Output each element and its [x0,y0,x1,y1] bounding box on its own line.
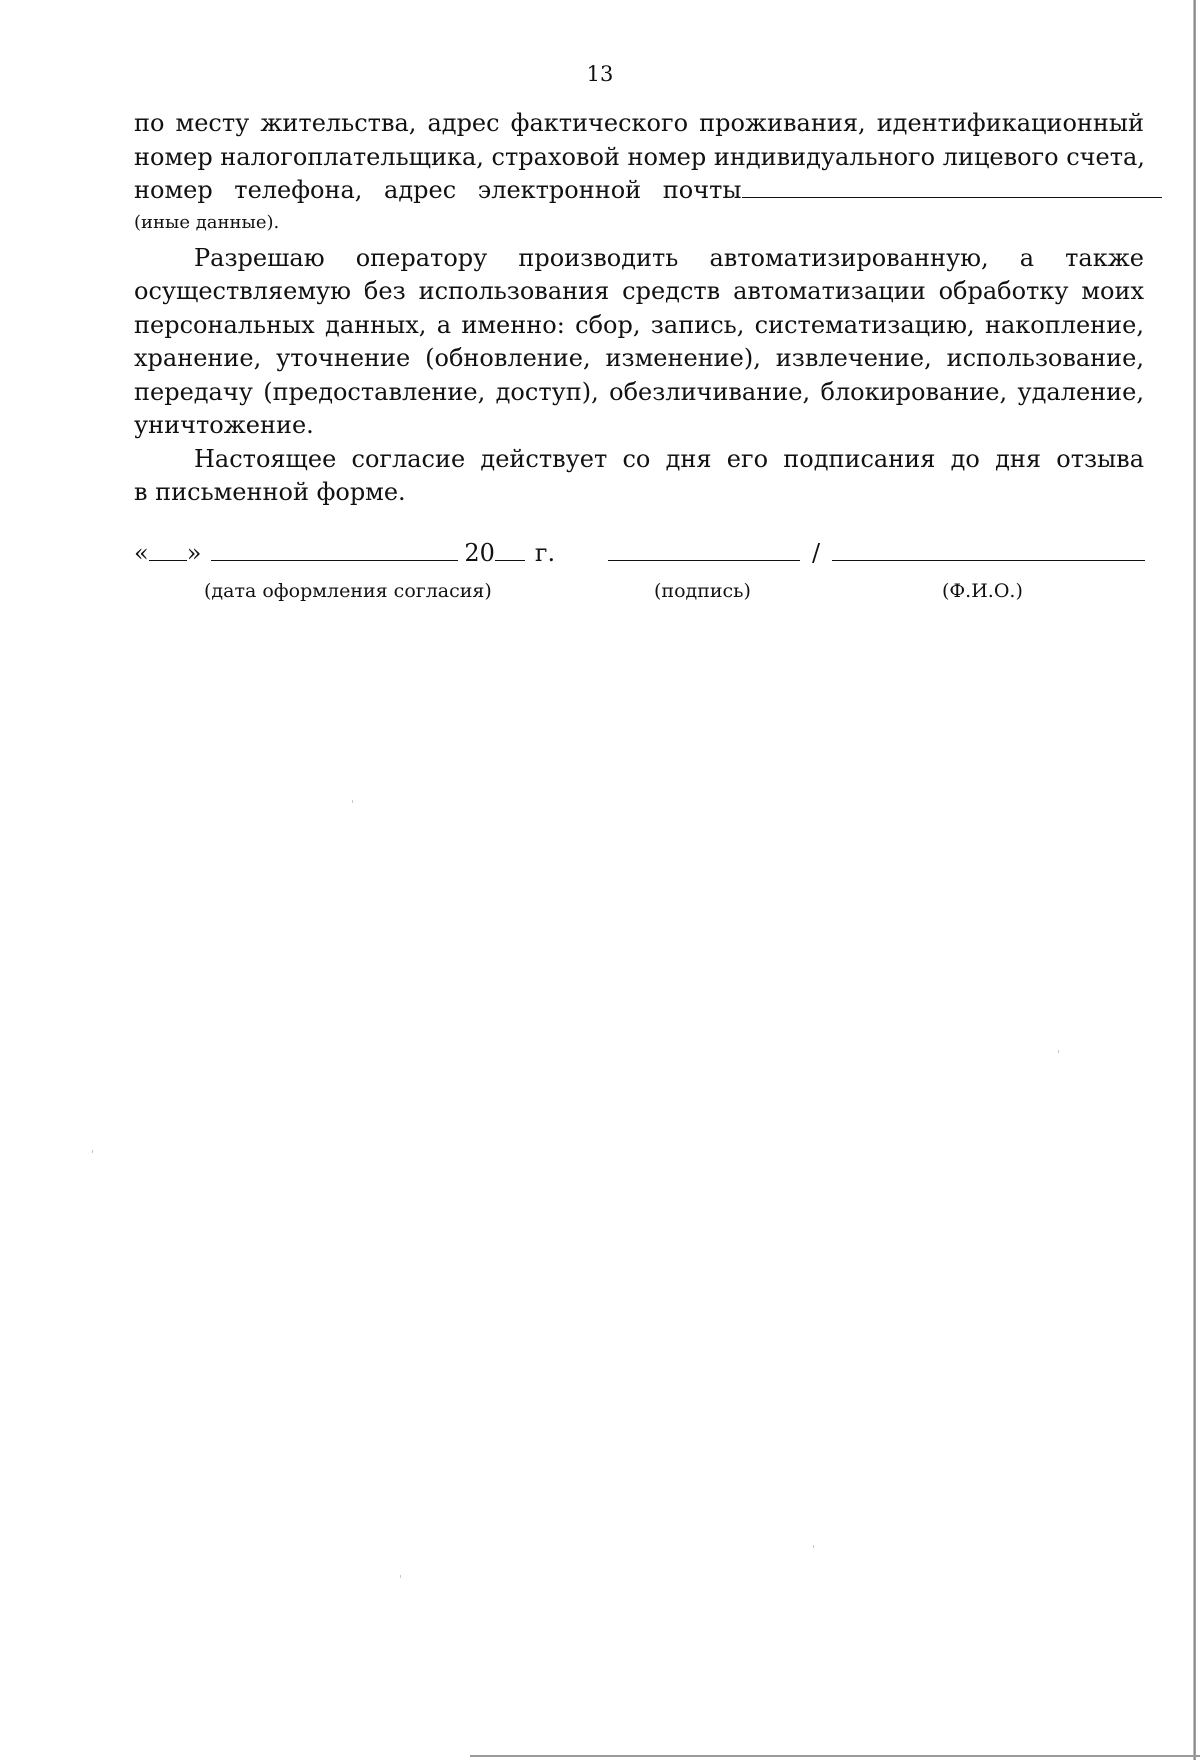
separator-slash: / [812,539,821,567]
scan-speck [813,1545,814,1548]
signature-caption: (подпись) [654,580,751,602]
signature-field [608,538,1145,567]
signature-block [134,538,1144,618]
text-line: осуществляемую без использования средств автоматизации обработку моих [134,277,1144,305]
text-line: хранение, уточнение (обновление, изменение), извлечение, использование, [134,344,1144,372]
text-line: уничтожение. [134,411,314,439]
month-blank[interactable] [211,538,458,561]
text-segment: номер телефона, адрес электронной почты [134,176,742,204]
date-caption: (дата оформления согласия) [204,580,492,602]
full-name-blank[interactable] [832,538,1145,561]
quote-close: » [186,539,202,567]
other-data-caption: (иные данные). [134,211,280,233]
text-line: номер налогоплательщика, страховой номер индивидуального лицевого счета, [134,142,1145,171]
paragraph-processing-consent [134,242,1144,443]
day-blank[interactable] [149,538,187,561]
page-edge-bottom [470,1755,1200,1757]
year-prefix: 20 [464,539,495,567]
page-edge-right [1193,0,1196,1760]
text-line: в письменной форме. [134,478,406,506]
page-number: 13 [586,62,614,86]
scan-speck [400,1575,401,1578]
other-data-blank-line[interactable] [742,177,1162,198]
document-body [134,107,1144,510]
signature-blank[interactable] [608,538,800,561]
year-suffix: г. [534,539,556,567]
text-line: Настоящее согласие действует со дня его подписания до дня отзыва [194,444,1144,473]
paragraph-validity [134,443,1144,510]
year-blank[interactable] [495,538,525,561]
scan-speck [352,800,353,803]
quote-open: « [134,539,149,567]
text-line: передачу (предоставление, доступ), обезличивание, блокирование, удаление, [134,377,1144,406]
text-line: по месту жительства, адрес фактического проживания, идентификационный [134,109,1144,137]
text-line: Разрешаю оператору производить автоматизированную, а также [194,243,1144,272]
scan-speck [92,1150,93,1153]
text-line: персональных данных, а именно: сбор, запись, систематизацию, накопление, [134,310,1144,339]
name-caption: (Ф.И.О.) [942,580,1023,602]
date-field [134,538,555,567]
paragraph-personal-data [134,107,1144,208]
scan-speck [1058,1050,1059,1053]
text-line-with-blank [134,174,1144,208]
